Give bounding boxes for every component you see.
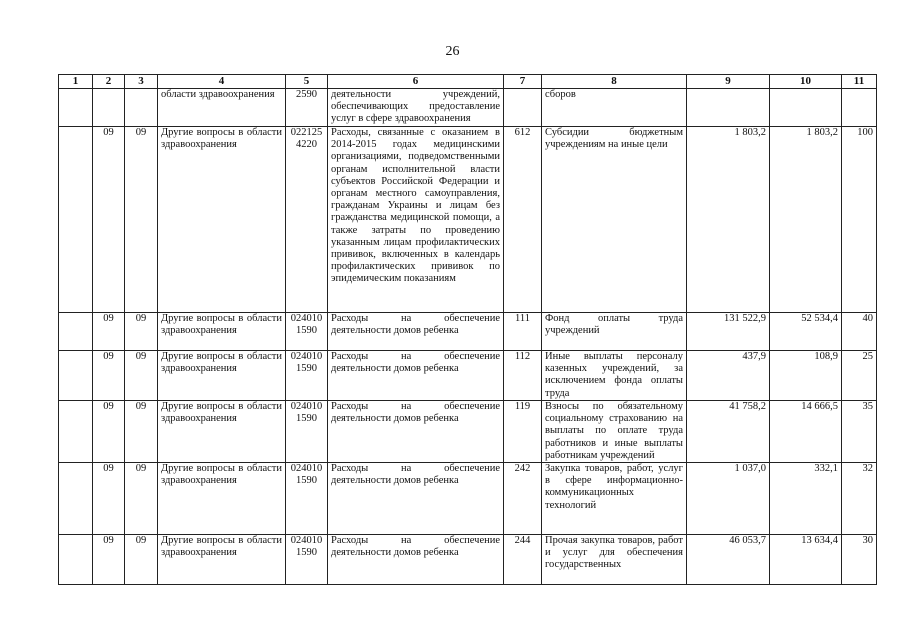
cell: Расходы на обеспечение деятельности домов ребенка <box>328 535 504 585</box>
cell: 14 666,5 <box>770 401 842 463</box>
cell: 40 <box>842 313 877 351</box>
table-row <box>59 463 877 535</box>
cell: 09 <box>125 351 158 401</box>
cell: Другие вопросы в области здравоохранения <box>158 351 286 401</box>
cell: 131 522,9 <box>687 313 770 351</box>
cell: 024010 1590 <box>286 535 328 585</box>
cell: 242 <box>504 463 542 535</box>
cell <box>59 401 93 463</box>
table-row <box>59 401 877 463</box>
col-header: 11 <box>842 75 877 89</box>
cell: деятельности учреждений, обеспечивающих предоставление услуг в сфере здравоохранения <box>328 89 504 127</box>
cell: 119 <box>504 401 542 463</box>
cell: 32 <box>842 463 877 535</box>
cell: 09 <box>125 401 158 463</box>
cell: Другие вопросы в области здравоохранения <box>158 313 286 351</box>
cell: 25 <box>842 351 877 401</box>
cell: 09 <box>125 127 158 313</box>
cell: 024010 1590 <box>286 351 328 401</box>
cell: 09 <box>93 535 125 585</box>
col-header: 8 <box>542 75 687 89</box>
col-header: 10 <box>770 75 842 89</box>
cell: 46 053,7 <box>687 535 770 585</box>
table-row <box>59 313 877 351</box>
cell <box>59 89 93 127</box>
cell: Расходы на обеспечение деятельности домов ребенка <box>328 463 504 535</box>
cell: 09 <box>93 313 125 351</box>
col-header: 2 <box>93 75 125 89</box>
cell <box>504 89 542 127</box>
cell <box>770 89 842 127</box>
cell: Расходы на обеспечение деятельности домов ребенка <box>328 313 504 351</box>
cell: Закупка товаров, работ, услуг в сфере информационно-коммуникационных технологий <box>542 463 687 535</box>
cell: Другие вопросы в области здравоохранения <box>158 463 286 535</box>
cell: Взносы по обязательному социальному страхованию на выплаты по оплате труда работников и иные выплаты работникам учреждений <box>542 401 687 463</box>
cell <box>59 463 93 535</box>
budget-table <box>58 74 877 585</box>
cell: 13 634,4 <box>770 535 842 585</box>
cell <box>59 313 93 351</box>
cell: Прочая закупка товаров, работ и услуг для обеспечения государственных <box>542 535 687 585</box>
table-row <box>59 89 877 127</box>
col-header: 7 <box>504 75 542 89</box>
cell <box>125 89 158 127</box>
cell: 52 534,4 <box>770 313 842 351</box>
cell: 09 <box>125 313 158 351</box>
table-row <box>59 351 877 401</box>
cell <box>842 89 877 127</box>
cell: 09 <box>125 463 158 535</box>
cell: 024010 1590 <box>286 401 328 463</box>
cell: 2590 <box>286 89 328 127</box>
header-row <box>59 75 877 89</box>
cell: 332,1 <box>770 463 842 535</box>
cell: Расходы, связанные с оказанием в 2014-2015 годах медицинскими организациями, подведомственными органам исполнительной власти субъектов Российской Федерации и органам местного самоуправления, гражданам Украины и лицам без гражданства медицинской помощи, а также затраты по проведению указанным лицам профилактических прививок, включенных в календарь профилактических прививок по эпидемическим показаниям <box>328 127 504 313</box>
cell <box>59 535 93 585</box>
col-header: 5 <box>286 75 328 89</box>
cell: 09 <box>93 351 125 401</box>
cell: Субсидии бюджетным учреждениям на иные цели <box>542 127 687 313</box>
cell: Иные выплаты персоналу казенных учреждений, за исключением фонда оплаты труда <box>542 351 687 401</box>
cell: Расходы на обеспечение деятельности домов ребенка <box>328 351 504 401</box>
cell: 244 <box>504 535 542 585</box>
cell <box>687 89 770 127</box>
cell: 30 <box>842 535 877 585</box>
cell: Расходы на обеспечение деятельности домов ребенка <box>328 401 504 463</box>
cell: 1 037,0 <box>687 463 770 535</box>
col-header: 4 <box>158 75 286 89</box>
cell: 09 <box>93 401 125 463</box>
col-header: 6 <box>328 75 504 89</box>
cell: 35 <box>842 401 877 463</box>
cell: 1 803,2 <box>770 127 842 313</box>
cell: 100 <box>842 127 877 313</box>
cell: 09 <box>93 127 125 313</box>
cell: Другие вопросы в области здравоохранения <box>158 401 286 463</box>
cell: сборов <box>542 89 687 127</box>
cell: 612 <box>504 127 542 313</box>
cell: области здравоохранения <box>158 89 286 127</box>
cell: 111 <box>504 313 542 351</box>
cell: 112 <box>504 351 542 401</box>
cell: Другие вопросы в области здравоохранения <box>158 127 286 313</box>
cell: Другие вопросы в области здравоохранения <box>158 535 286 585</box>
cell: Фонд оплаты труда учреждений <box>542 313 687 351</box>
table-row <box>59 127 877 313</box>
cell: 1 803,2 <box>687 127 770 313</box>
cell: 024010 1590 <box>286 313 328 351</box>
cell <box>59 351 93 401</box>
cell: 022125 4220 <box>286 127 328 313</box>
cell: 437,9 <box>687 351 770 401</box>
cell <box>93 89 125 127</box>
table-row <box>59 535 877 585</box>
page-number: 26 <box>445 44 460 59</box>
cell: 09 <box>93 463 125 535</box>
cell: 108,9 <box>770 351 842 401</box>
cell: 09 <box>125 535 158 585</box>
cell: 024010 1590 <box>286 463 328 535</box>
cell: 41 758,2 <box>687 401 770 463</box>
cell <box>59 127 93 313</box>
col-header: 3 <box>125 75 158 89</box>
col-header: 1 <box>59 75 93 89</box>
col-header: 9 <box>687 75 770 89</box>
